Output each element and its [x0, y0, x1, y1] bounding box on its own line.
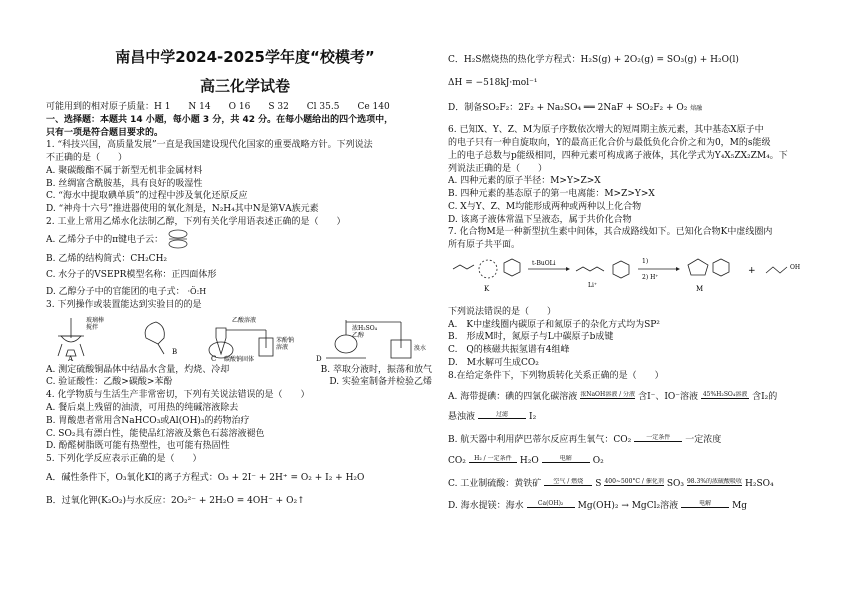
q8a-text-4: 悬浊液 — [448, 412, 476, 423]
q1-option-b: B. 丝绸富含酰胺基，具有良好的吸湿性 — [46, 178, 203, 189]
q8a-text-5: I₂ — [529, 412, 537, 423]
q8b-text-2: 一定浓度 — [685, 435, 722, 446]
q8-option-b-2 — [448, 455, 840, 468]
q8d-arrow-2: 电解 — [681, 501, 729, 508]
q7-option-a: A. K中虚线圈内碳原子和氮原子的杂化方式均为SP² — [448, 319, 660, 330]
q2-stem: 2. 工业上常用乙烯水化法制乙醇，下列有关化学用语表述正确的是（ ） — [46, 216, 346, 227]
q2-option-d-text: D. 乙醇分子中的官能团的电子式： — [46, 287, 185, 298]
fig3-label-phenoxide: 苯酚钠 — [276, 336, 295, 344]
fig7-label-li: Li⁺ — [588, 281, 598, 289]
q8a-text-3: 含I₂的 — [752, 391, 778, 402]
q1-stem: 1. “科技兴国，高质量发展”一直是我国建设现代化国家的重要战略方针。下列说法 — [46, 140, 373, 151]
fig7-label-oh: OH — [790, 263, 801, 271]
fig7-label-step2: 2) H⁺ — [642, 273, 659, 281]
q3-option-c: C. 验证酸性：乙酸>碳酸>苯酚 — [46, 377, 173, 388]
fig3-label-carbonate: 碳酸钠固体 — [224, 355, 255, 362]
q6-stem-2: 的电子只有一种自旋取向，Y的最高正化合价与最低负化合价之和为0，M的s能级 — [448, 138, 771, 149]
q8c-text-1: C. 工业制硫酸：黄铁矿 — [448, 478, 542, 489]
q8-option-d — [448, 500, 840, 513]
q8c-arrow-1: 空气 / 燃烧 — [544, 479, 592, 486]
q6-option-a: A. 四种元素的原子半径：M>Y>Z>X — [448, 176, 601, 187]
lab-apparatus-diagram — [46, 314, 432, 362]
q8a-arrow-2: 45%H₂SO₄溶液 — [702, 390, 748, 398]
q8d-text-3: Mg — [732, 501, 748, 512]
q3-option-d: D. 实验室制备并检验乙烯 — [329, 377, 432, 388]
q5-option-a: A．碱性条件下，O₃氧化KI的离子方程式：O₃ + 2I⁻ + 2H⁺ = O₂ + I₂ + H₂O — [46, 472, 365, 483]
q8b-text-1: B. 航天器中利用萨巴蒂尔反应再生氧气：CO₂ — [448, 435, 632, 446]
q4-option-d: D. 酚醛树脂既可能有热塑性，也可能有热固性 — [46, 441, 230, 452]
q4-option-b: B. 胃酸患者常用含NaHCO₃或Al(OH)₃的药物治疗 — [46, 415, 250, 426]
q8-option-b — [448, 434, 840, 447]
q8b-arrow-1: 一定条件 — [634, 435, 682, 442]
q3-options-cd — [46, 376, 432, 389]
fig3-label-acetic: 乙酸溶液 — [232, 316, 257, 324]
q8a-arrow-3: 过滤 — [478, 412, 526, 419]
q8-option-a — [448, 391, 840, 404]
right-column — [448, 54, 840, 513]
q7-option-b: B. 形成M时，氮原子与L中碳原子b成键 — [448, 332, 614, 343]
fig3-label-glass-rod: 玻璃棒 — [86, 316, 105, 324]
q2-option-a — [46, 229, 432, 251]
fig7-label-base: t-BuOLi — [532, 259, 556, 267]
q7-option-c: C. Q的核磁共振氢谱有4组峰 — [448, 345, 570, 356]
q8c-arrow-3: 98.3%的浓硫酸吸收 — [686, 477, 743, 485]
fig7-label-step1: 1) — [642, 257, 649, 265]
q2-option-d — [46, 286, 432, 299]
atomic-masses: 可能用到的相对原子质量：H 1 N 14 O 16 S 32 Cl 35.5 Ce 140 — [46, 102, 390, 112]
pi-bond-cloud-icon — [166, 229, 190, 249]
q8b-text-5: O₂ — [592, 455, 604, 466]
q8c-arrow-2: 400~500°C / 催化剂 — [604, 477, 664, 485]
q3-apparatus-figure — [46, 314, 432, 362]
section-intro-2: 只有一项是符合题目要求的。 — [46, 127, 164, 138]
fig3-label-stir: 搅拌 — [86, 323, 99, 331]
q8c-text-2: S — [595, 478, 602, 489]
fig7-label-k: K — [484, 284, 490, 293]
q2-option-a-text: A. 乙烯分子中的π键电子云： — [46, 234, 164, 245]
q8b-arrow-2: H₂ / 一定条件 — [469, 456, 517, 463]
q5-option-d-text: D．制备SO₂F₂：2F₂ + Na₂SO₄ ══ 2NaF + SO₂F₂ + O₂ — [448, 102, 688, 113]
q8c-text-4: H₂SO₄ — [745, 478, 774, 489]
q3-option-a: A. 测定硫酸铜晶体中结晶水含量，灼烧、冷却 — [46, 364, 230, 375]
q8-stem: 8.在给定条件下，下列物质转化关系正确的是（ ） — [448, 370, 664, 381]
q8c-text-3: SO₃ — [666, 478, 684, 489]
q6-stem: 6. 已知X、Y、Z、M为原子序数依次增大的短周期主族元素，其中基态X原子中 — [448, 125, 764, 136]
q6-stem-4: 列说法正确的是（ ） — [448, 163, 548, 174]
left-column — [46, 101, 432, 507]
q8d-text-1: D. 海水提镁：海水 — [448, 501, 524, 512]
q8-option-a-2 — [448, 411, 840, 424]
q8d-text-2: Mg(OH)₂ → MgCl₂溶液 — [577, 501, 679, 512]
fig3-label-a: A — [68, 354, 74, 362]
q8a-text-2: 含I⁻、IO⁻溶液 — [638, 391, 699, 402]
page-title: 南昌中学2024-2025学年度“校模考” — [115, 48, 375, 66]
q7-stem: 7. 化合物M是一种新型抗生素中间体，其合成路线如下。已知化合物K中虚线圈内 — [448, 227, 773, 238]
fig3-label-bromine: 溴水 — [414, 344, 427, 352]
q3-options-ab — [46, 364, 432, 377]
q3-stem: 3. 下列操作或装置能达到实验目的的是 — [46, 299, 202, 310]
electron-formula: ·Ö:H — [187, 287, 207, 297]
q4-stem: 4. 化学物质与生活生产非常密切，下列有关说法错误的是（ ） — [46, 390, 310, 401]
svg-text:+: + — [748, 265, 756, 276]
fig3-label-solution: 溶液 — [276, 343, 289, 351]
page-subtitle: 高三化学试卷 — [199, 77, 290, 95]
q5-option-c-enthalpy: ΔH = −518kJ·mol⁻¹ — [448, 77, 538, 88]
q5-option-b: B．过氧化钾(K₂O₂)与水反应：2O₂²⁻ + 2H₂O = 4OH⁻ + O₂↑ — [46, 495, 305, 506]
synthesis-diagram — [448, 255, 840, 303]
q6-option-c: C. X与Y、Z、M均能形成两种或两种以上化合物 — [448, 201, 642, 212]
q1-option-d: D. “神舟十六号”推进器使用的氧化剂是，N₂H₄其中N是第ⅤA族元素 — [46, 204, 319, 215]
fig3-label-b: B — [172, 347, 178, 356]
fig3-label-ethanol: 乙醇 — [352, 331, 365, 339]
q8b-arrow-3: 电解 — [542, 456, 590, 463]
fig3-label-c: C — [211, 354, 217, 362]
q7-option-d: D. M水解可生成CO₂ — [448, 358, 539, 369]
q8a-arrow-1: 浓NaOH溶液 / 分液 — [580, 390, 636, 398]
q7-question: 下列说法错误的是（ ） — [448, 306, 557, 317]
q3-option-b: B. 萃取分液时，振荡和放气 — [320, 364, 432, 375]
q1-option-a: A. 聚碳酸酯不属于新型无机非金属材料 — [46, 165, 203, 176]
q4-option-a: A. 餐后桌上残留的油渍，可用热的纯碱溶液除去 — [46, 403, 239, 414]
q8-option-c — [448, 478, 840, 491]
section-intro: 一、选择题：本题共 14 小题，每小题 3 分，共 42 分。在每小题给出的四个选项中， — [46, 114, 394, 125]
q7-synthesis-route — [448, 255, 840, 303]
q6-stem-3: 上的电子总数与p能级相同，四种元素可构成离子液体，其化学式为Y₄X₅ZX₂ZM₄。下 — [448, 150, 788, 161]
q4-option-c: C. SO₂具有漂白性，能使品红溶液及紫色石蕊溶液褪色 — [46, 428, 265, 439]
fig3-label-h2so4: 浓H₂SO₄ — [352, 324, 378, 332]
q2-option-b: B. 乙烯的结构简式：CH₂CH₂ — [46, 253, 168, 264]
q7-stem-2: 所有原子共平面。 — [448, 240, 521, 251]
q6-option-d: D. 该离子液体常温下呈液态，属于共价化合物 — [448, 214, 632, 225]
q8d-arrow-1: Ca(OH)₂ — [527, 501, 575, 508]
q8b-text-3: CO₂ — [448, 455, 466, 466]
q5-stem: 5. 下列化学反应表示正确的是（ ） — [46, 454, 202, 465]
q6-option-b: B. 四种元素的基态原子的第一电离能：M>Z>Y>X — [448, 189, 655, 200]
q1-stem-2: 不正确的是（ ） — [46, 153, 128, 164]
q5-option-c: C．H₂S燃烧热的热化学方程式：H₂S(g) + 2O₂(g) = SO₃(g) + H₂O(l) — [448, 55, 739, 65]
q8a-text-1: A. 海带提碘：碘的四氯化碳溶液 — [448, 391, 578, 402]
q2-option-c: C. 水分子的VSEPR模型名称：正四面体形 — [46, 270, 217, 281]
q5-option-d — [448, 102, 840, 115]
q1-option-c: C. “海水中提取碘单质”的过程中涉及氧化还原反应 — [46, 191, 248, 202]
fig7-label-m: M — [696, 284, 704, 293]
q8b-text-4: H₂O — [519, 455, 539, 466]
fig3-label-d: D — [316, 354, 322, 362]
q5-option-d-condition: 熔融 — [690, 104, 703, 112]
